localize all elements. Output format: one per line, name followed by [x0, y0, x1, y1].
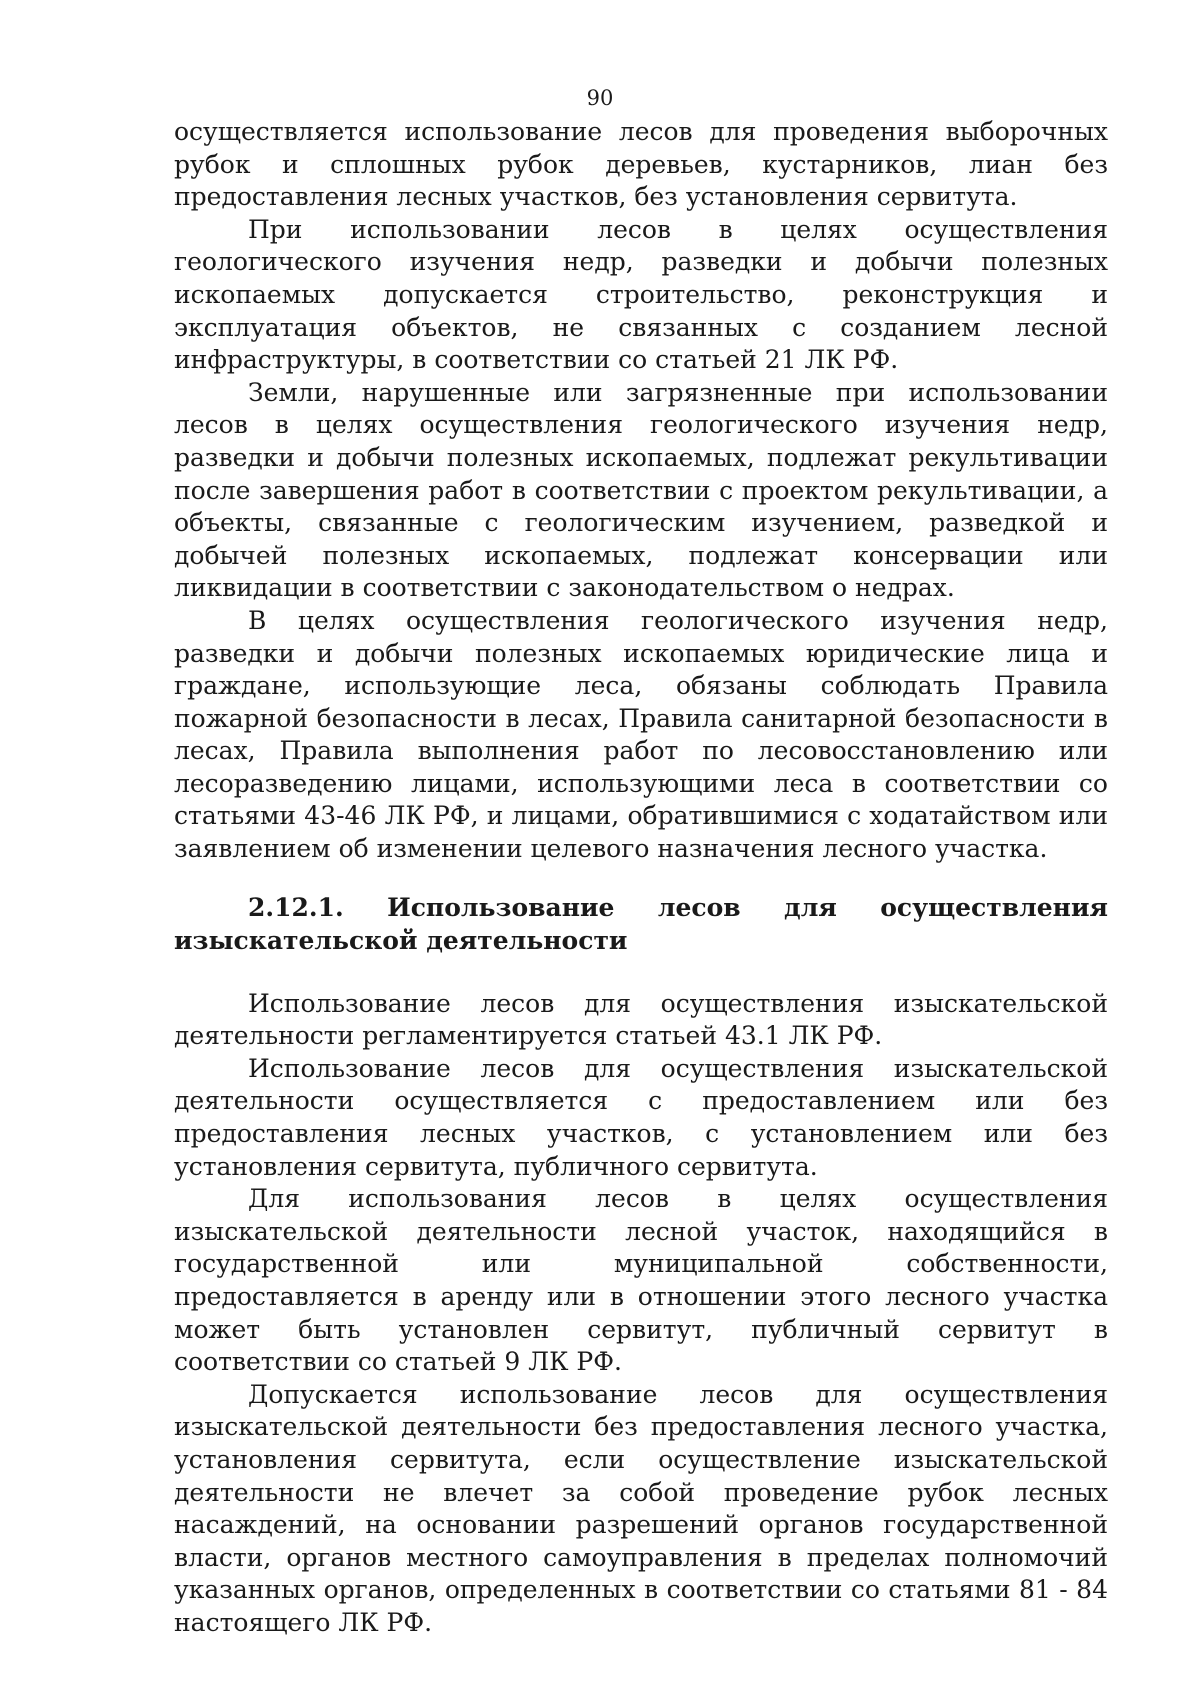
paragraph-provision: Использование лесов для осуществления изыскательской деятельности осуществляется с предоставлением или без предоставления лесных участков, с установлением или без установления сервитута, публичного сервитута. [174, 1053, 1108, 1181]
paragraph-lease: Для использования лесов в целях осуществления изыскательской деятельности лесной участок, находящийся в государственной или муниципальной собственности, предоставляется в аренду или в отношении этого лесного участка может быть установлен сервитут, публичный сервитут в соответствии со статьей 9 ЛК РФ. [174, 1184, 1108, 1377]
paragraph-regulation: Использование лесов для осуществления изыскательской деятельности регламентируется статьей 43.1 ЛК РФ. [174, 988, 1108, 1051]
paragraph-safety-rules: В целях осуществления геологического изучения недр, разведки и добычи полезных ископаемых юридические лица и граждане, использующие леса, обязаны соблюдать Правила пожарной безопасности в лесах, Правила санитарной безопасности в лесах, Правила выполнения работ по лесовосстановлению или лесоразведению лицами, использующими леса в соответствии со статьями 43-46 ЛК РФ, и лицами, обратившимися с ходатайством или заявлением об изменении целевого назначения лесного участка. [174, 605, 1108, 864]
document-body [174, 116, 1108, 1640]
paragraph-land-recultivation: Земли, нарушенные или загрязненные при использовании лесов в целях осуществления геологического изучения недр, разведки и добычи полезных ископаемых, подлежат рекультивации после завершения работ в соответствии с проектом рекультивации, а объекты, связанные с геологическим изучением, разведкой и добычей полезных ископаемых, подлежат консервации или ликвидации в соответствии с законодательством о недрах. [174, 377, 1108, 603]
paragraph-continuation: осуществляется использование лесов для проведения выборочных рубок и сплошных рубок деревьев, кустарников, лиан без предоставления лесных участков, без установления сервитута. [174, 117, 1108, 212]
section-heading: 2.12.1. Использование лесов для осуществления изыскательской деятельности [174, 892, 1108, 955]
paragraph-permission: Допускается использование лесов для осуществления изыскательской деятельности без предоставления лесного участка, установления сервитута, если осуществление изыскательской деятельности не влечет за собой проведение рубок лесных насаждений, на основании разрешений органов государственной власти, органов местного самоуправления в пределах полномочий указанных органов, определенных в соответствии со статьями 81 - 84 настоящего ЛК РФ. [174, 1379, 1108, 1637]
page-number: 90 [586, 86, 614, 110]
paragraph-geological-construction: При использовании лесов в целях осуществления геологического изучения недр, разведки и добычи полезных ископаемых допускается строительство, реконструкция и эксплуатация объектов, не связанных с созданием лесной инфраструктуры, в соответствии со статьей 21 ЛК РФ. [174, 214, 1108, 375]
